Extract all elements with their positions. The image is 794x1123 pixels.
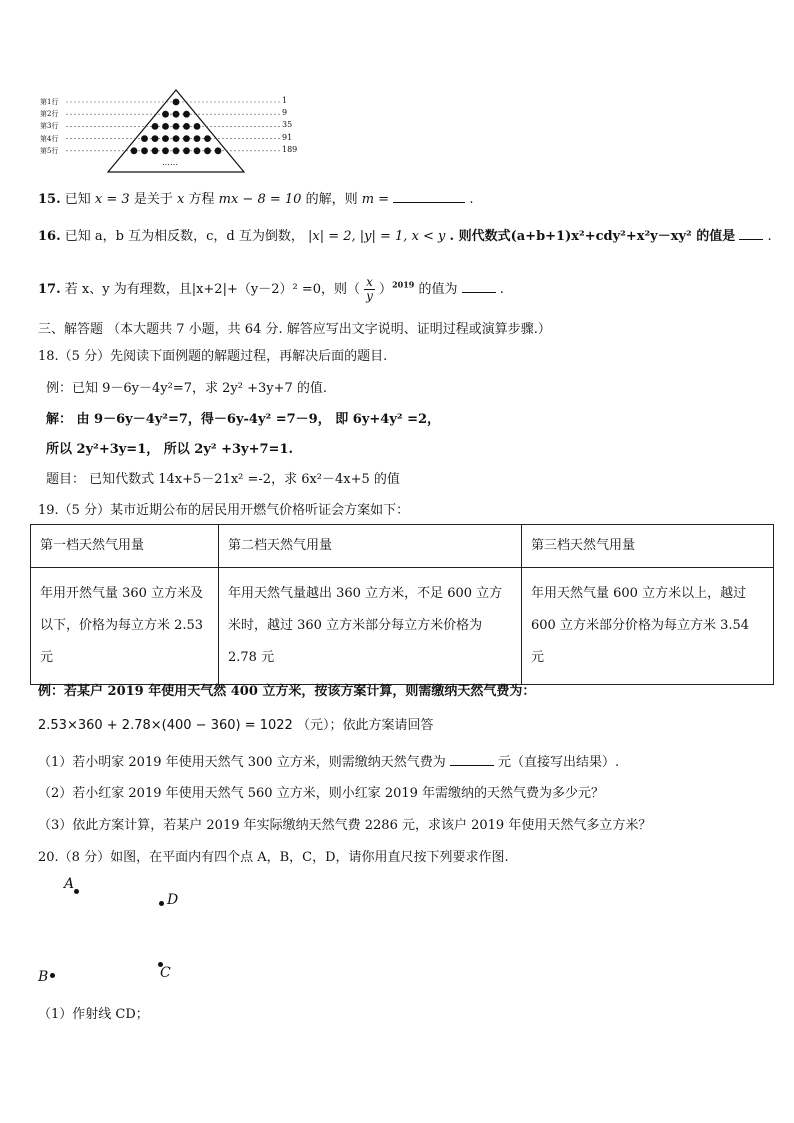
figure-row-value: 1	[282, 96, 288, 105]
question-16	[38, 225, 772, 244]
q19-calc-line	[38, 714, 433, 733]
figure-dot	[162, 135, 169, 142]
figure-row-label: 第4行	[40, 134, 59, 143]
figure-dot	[194, 135, 201, 142]
figure-dot	[152, 123, 159, 130]
table-row	[31, 568, 774, 685]
figure-dot	[194, 123, 201, 130]
question-15	[38, 188, 474, 207]
section-3-heading: 三、解答题 （本大题共 7 小题，共 64 分. 解答应写出文字说明、证明过程或演算步骤.）	[38, 322, 551, 337]
q17-text-c: 的值为	[418, 282, 458, 297]
figure-dot	[162, 147, 169, 154]
figure-dot	[183, 147, 190, 154]
q17-frac-num: x	[366, 275, 373, 289]
q15-answer-blank[interactable]	[393, 190, 465, 203]
figure-row-value: 9	[282, 108, 288, 118]
q17-answer-blank[interactable]	[462, 280, 496, 293]
figure-dot	[204, 147, 211, 154]
q16-end: .	[767, 229, 772, 244]
figure-dot	[183, 123, 190, 130]
figure-dot	[194, 147, 201, 154]
q19-calc: 2.53×360 + 2.78×(400 − 360) = 1022	[38, 718, 293, 733]
table-cell: 年用天然气量越出 360 立方米，不足 600 立方米时，越过 360 立方米部分每立方米价格为 2.78 元	[219, 568, 522, 685]
q15-x: x	[176, 192, 185, 207]
figure-row-label: 第3行	[40, 122, 59, 131]
point-d-label: D	[167, 892, 179, 908]
figure-dot	[204, 135, 211, 142]
point-b-dot	[50, 973, 55, 978]
figure-row-label: 第1行	[40, 98, 59, 106]
figure-dot	[152, 147, 159, 154]
gas-price-table	[30, 524, 774, 685]
figure-dot	[173, 123, 180, 130]
figure-dot	[162, 123, 169, 130]
figure-dot	[173, 147, 180, 154]
table-header-cell: 第二档天然气用量	[219, 525, 522, 568]
q16-answer-blank[interactable]	[739, 227, 763, 240]
q19-sub-1	[38, 751, 619, 770]
figure-dot	[131, 147, 138, 154]
q15-end: .	[469, 192, 474, 207]
q19-sub1-a: （1）若小明家 2019 年使用天然气 300 立方米，则需缴纳天然气费为	[38, 755, 446, 770]
table-cell: 年用天然气量 600 立方米以上，越过 600 立方米部分价格为每立方米 3.54 元	[522, 568, 774, 685]
q17-end: .	[499, 282, 504, 297]
q19-title: 19.（5 分）某市近期公布的居民用开燃气价格听证会方案如下：	[38, 503, 410, 518]
q19-sub1-blank[interactable]	[450, 753, 494, 766]
q17-exponent: 2019	[392, 279, 415, 290]
figure-dot	[215, 147, 222, 154]
figure-dot	[141, 135, 148, 142]
q16-number: 16.	[38, 229, 61, 244]
q18-solution-2: 所以 2y²+3y=1， 所以 2y² +3y+7=1.	[46, 442, 294, 457]
figure-dot	[162, 111, 169, 118]
table-header-cell: 第三档天然气用量	[522, 525, 774, 568]
figure-dot	[173, 111, 180, 118]
q18-problem: 题目： 已知代数式 14x+5－21x² =-2，求 6x²－4x+5 的值	[46, 472, 400, 487]
q17-number: 17.	[38, 282, 61, 297]
q19-example: 例：若某户 2019 年使用天气然 400 立方米，按该方案计算，则需缴纳天然气费为：	[38, 684, 536, 699]
q16-text-b: . 则代数式(a+b+1)x²+cdy²+x²y－xy² 的值是	[449, 229, 736, 244]
q19-sub-3: （3）依此方案计算，若某户 2019 年实际缴纳天然气费 2286 元，求该户 2019 年使用天然气多立方米？	[38, 818, 652, 833]
q17-fraction	[364, 276, 375, 303]
figure-row-label: 第2行	[40, 110, 59, 119]
q15-text-c: 方程	[188, 192, 215, 207]
q17-text-a: 若 x、y 为有理数，且|x+2|+（y－2）² =0，则（	[64, 282, 360, 297]
point-b-label: B	[38, 969, 49, 985]
q18-example: 例：已知 9－6y－4y²=7，求 2y² +3y+7 的值.	[46, 381, 328, 396]
q15-number: 15.	[38, 192, 61, 207]
question-17	[38, 276, 504, 303]
figure-row-label: 第5行	[40, 146, 59, 155]
point-d-dot	[159, 901, 164, 906]
q19-sub-2: （2）若小红家 2019 年使用天然气 560 立方米，则小红家 2019 年需缴纳的天然气费为多少元？	[38, 786, 605, 801]
q19-sub1-b: 元（直接写出结果）.	[497, 755, 620, 770]
q19-calc-tail: （元）；依此方案请回答	[296, 718, 434, 733]
q18-solution-1: 解： 由 9－6y－4y²=7，得－6y-4y² =7－9， 即 6y+4y² =2，	[46, 412, 441, 427]
q15-x-eq: x = 3	[94, 192, 130, 207]
q17-frac-den: y	[366, 289, 373, 303]
q15-text-d: 的解，则	[305, 192, 358, 207]
q18-title: 18.（5 分）先阅读下面例题的解题过程，再解决后面的题目.	[38, 349, 388, 364]
point-c-label: C	[160, 965, 171, 981]
q20-title: 20.（8 分）如图，在平面内有四个点 A，B，C，D，请你用直尺按下列要求作图.	[38, 850, 509, 865]
q15-m-eq: m =	[361, 192, 390, 207]
figure-dot	[173, 135, 180, 142]
point-a-label: A	[64, 876, 75, 892]
figure-dot	[141, 147, 148, 154]
figure-dot	[183, 135, 190, 142]
dot-triangle-figure	[36, 88, 306, 174]
figure-row-value: 189	[282, 144, 298, 154]
figure-row-value: 35	[282, 120, 293, 130]
point-a-dot	[74, 889, 79, 894]
q15-equation: mx − 8 = 10	[218, 192, 302, 207]
figure-dot	[173, 99, 180, 106]
table-header-row	[31, 525, 774, 568]
figure-dot	[152, 135, 159, 142]
figure-dot	[183, 111, 190, 118]
table-header-cell: 第一档天然气用量	[31, 525, 219, 568]
q15-text-a: 已知	[64, 192, 91, 207]
figure-row-value: 91	[282, 132, 293, 142]
q15-text-b: 是关于	[133, 192, 173, 207]
q16-text-a: 已知 a，b 互为相反数，c，d 互为倒数，	[64, 229, 304, 244]
table-cell: 年用开然气量 360 立方米及以下，价格为每立方米 2.53 元	[31, 568, 219, 685]
figure-ellipsis: ……	[162, 158, 178, 167]
q17-text-b: ）	[379, 282, 393, 297]
q16-condition: |x| = 2, |y| = 1, x < y	[307, 229, 446, 244]
q20-sub-1: （1）作射线 CD；	[38, 1007, 149, 1022]
